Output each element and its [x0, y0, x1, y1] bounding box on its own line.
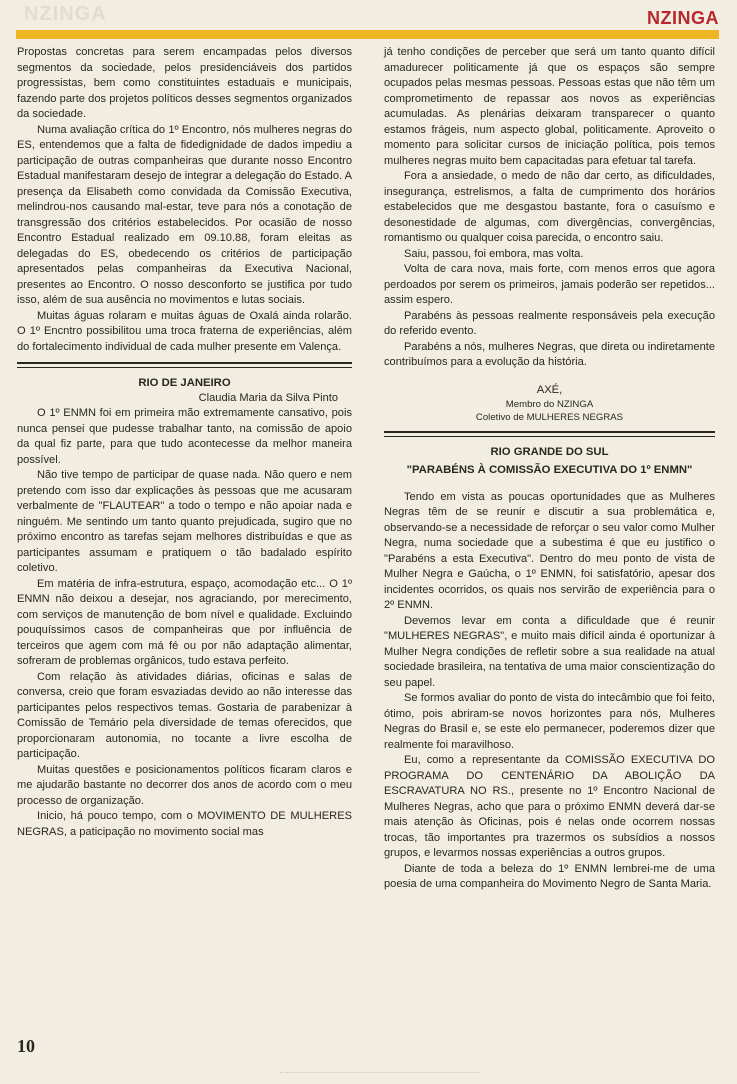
- mirrored-header-ghost: NZINGA: [24, 3, 107, 25]
- page-number: 10: [17, 1036, 35, 1056]
- paragraph: Com relação às atividades diárias, oficinas e salas de conversa, creio que foram esvaziadas devido ao não interesse das participantes pelos respectivos temas. Gostaria de parabenizar à Comissão de Temário pela diversidade de temas oferecidos, que proporcionaram autonomia, no tocante a livre escolha de participação.: [17, 670, 352, 760]
- paragraph: Propostas concretas para serem encampadas pelos diversos segmentos da sociedade, pelos presidenciáveis dos partidos progressistas, bem como constituintes estaduais e municipais, fazendo parte dos projetos políticos desses segmentos organizados da sociedade.: [17, 46, 352, 120]
- paragraph: Numa avaliação crítica do 1º Encontro, nós mulheres negras do ES, entendemos que a falta de fidedignidade de dados impediu a participação de outras companheiras que durante nosso Encontro Estadual manifestaram desejo de integrar a delegação do Estado. A presença da Elisabeth como convidada da Comissão Executiva, melindrou-nos causando mal-estar, teve para nós a conotação de transgressão dos critérios estabelecidos. Por ocasião de nosso Encontro Estadual realizado em 09.10.88, foram eleitas as delegadas do ES, obedecendo os critérios de participação apresentados pelas companheiras da Executiva Nacional, presentes ao Encontro. O nosso desconforto se justifica por tudo isso, além de sua ausência no movimentos e lutas sociais.: [17, 123, 352, 306]
- paragraph: Fora a ansiedade, o medo de não dar certo, as dificuldades, insegurança, estrelismos, a falta de cumprimento dos horários estabelecidos que me desgastou bastante, fora o casuísmo e desonestidade de algumas, com divergências, convergências, romantismo ou qualquer coisa parecida, o encontro saiu.: [384, 170, 715, 244]
- paragraph: Parabéns a nós, mulheres Negras, que direta ou indiretamente contribuímos para a evolução da história.: [384, 340, 715, 368]
- header-band: [16, 30, 719, 39]
- paragraph: Saiu, passou, foi embora, mas volta.: [404, 247, 584, 260]
- section-heading-rio-de-janeiro: RIO DE JANEIRO: [138, 377, 231, 389]
- right-column: [384, 45, 715, 893]
- signature-collective: Coletivo de MULHERES NEGRAS: [475, 411, 624, 423]
- paragraph: Não tive tempo de participar de quase nada. Não quero e nem pretendo com isso dar explicações às pessoas que me acusaram verbalmente de "FLAUTEAR" a todo o tempo e não apoiar nada e ninguém. Me sentindo um tanto quanto prejudicada, sugiro que no próximo encontro as tarefas sejam melhores distribuídas e que as participantes assumam e pratiquem o tão badalado espírito coletivo.: [17, 469, 352, 574]
- paragraph: Em matéria de infra-estrutura, espaço, acomodação etc... O 1º ENMN não deixou a desejar, nos agraciando, por merecimento, com serviços de manutenção de bom nível e qualidade. Excluindo pouquíssimos casos de companheiras que por influência de terceiros que agem com má fé ou por não adaptação alimentar, sofreram de problemas orgânicos, tudo estava perfeito.: [17, 577, 352, 667]
- author-byline: Claudia Maria da Silva Pinto: [198, 392, 338, 404]
- paragraph: Devemos levar em conta a dificuldade que é reunir "MULHERES NEGRAS", e muito mais difícil ainda é oportunizar à Mulher Negra condições de refletir sobre a sua realidade na atual sociedade brasileira, na tentativa de uma maior conscientização do seu papel.: [384, 614, 715, 689]
- section-heading-rio-grande-do-sul: RIO GRANDE DO SUL: [490, 445, 609, 458]
- paragraph: Se formos avaliar do ponto de vista do intecâmbio que foi feito, ótimo, pois abriram-se novos horizontes para nós, Mulheres Negras do Brasil e, se este elo permanecer, poderemos dizer que realmente foi maravilhoso.: [384, 692, 715, 751]
- paragraph: Eu, como a representante da COMISSÃO EXECUTIVA DO PROGRAMA DO CENTENÁRIO DA ABOLIÇÃO DA ESCRAVATURA NO RS., presente no 1º Encontro Nacional de Mulheres Negras, acho que para o próximo ENMN deverá dar-se mais atenção às Oficinas, pois é nelas onde ocorrem nossas trocas, tão importantes pra trazermos os subsídios a nossos grupos, e levarmos nossas experiências a outros grupos.: [384, 754, 715, 859]
- signature-member: Membro do NZINGA: [505, 398, 594, 410]
- paragraph: Volta de cara nova, mais forte, com menos erros que agora perdoados por serem os primeiros, jamais poderão ser repetidos... assim espero.: [384, 263, 715, 306]
- paragraph: O 1º ENMN foi em primeira mão extremamente cansativo, pois nunca pensei que pudesse trabalhar tanto, na comissão de apoio da qual fiz parte, para que tudo acontecesse da melhor maneira possível.: [17, 407, 352, 466]
- paragraph: Muitas questões e posicionamentos políticos ficaram claros e me ajudarão bastante no decorrer dos anos de acordo com o meu processo de organização.: [17, 763, 352, 807]
- paragraph: Muitas águas rolaram e muitas águas de Oxalá ainda rolarão. O 1º Encntro possibilitou uma troca fraterna de experiências, além do fortalecimento individual de cada mulher presente em Valença.: [17, 309, 352, 353]
- paragraph: Inicio, há pouco tempo, com o MOVIMENTO DE MULHERES NEGRAS, a paticipação no movimento social mas: [17, 810, 352, 838]
- paragraph: Diante de toda a beleza do 1º ENMN lembrei-me de uma poesia de uma companheira do Movimento Negro de Santa Maria.: [384, 862, 715, 890]
- footer-mark: [280, 1072, 480, 1074]
- paragraph: Tendo em vista as poucas oportunidades que as Mulheres Negras têm de se reunir e discutir a sua problemática e, observando-se a necessidade de reforçar o seu valor como Mulher Negra, numa sociedade que a subestima é que eu justifico o "Parabéns a esta Executiva". Dentro do meu ponto de vista de Mulher Negra e Gaúcha, o 1º ENMN, foi satisfatório, apesar dos incidentes ocorridos, os quais nos servirão de experiência para o 2º ENMN.: [384, 490, 715, 611]
- section-divider: [384, 431, 715, 437]
- paragraph: já tenho condições de perceber que será um tanto quanto difícil amadurecer politicamente já que os espaços são sempre ocupados pelas mesmas pessoas. Pessoas estas que não têm um comprometimento de repassar aos novos as experiências acumuladas. As plenárias deixaram transparecer o quanto estamos frágeis, num aspecto global, politicamente. Aproveito o momento para solicitar cursos de iniciação política, pois temos mulheres negras muito bem capacitadas para efetuar tal tarefa.: [384, 46, 715, 167]
- left-column: [17, 45, 352, 840]
- signoff: AXÉ,: [536, 383, 563, 396]
- section-subheading: "PARABÉNS À COMISSÃO EXECUTIVA DO 1º ENMN": [406, 463, 693, 476]
- section-divider: [17, 362, 352, 368]
- paragraph: Parabéns às pessoas realmente responsáveis pela execução do referido evento.: [384, 309, 715, 337]
- publication-title: NZINGA: [647, 8, 719, 28]
